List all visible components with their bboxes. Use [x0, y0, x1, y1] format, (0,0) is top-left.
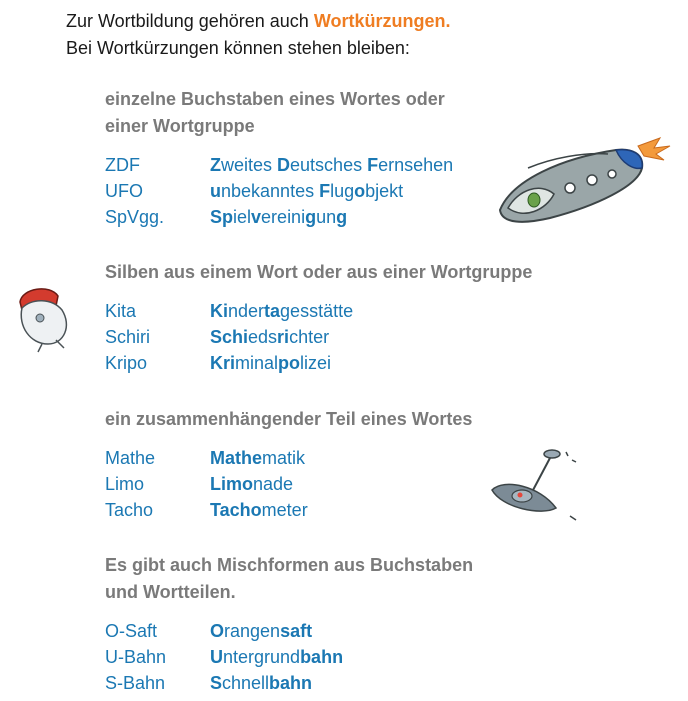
abbreviation-short: ZDF — [105, 155, 140, 175]
section-syllables — [105, 259, 532, 376]
kept-letters: Tacho — [210, 500, 262, 520]
kept-letters: Ki — [210, 301, 228, 321]
kept-letters: D — [277, 155, 291, 175]
abbreviation-row — [105, 298, 532, 324]
exhaust-flames-icon — [638, 138, 670, 160]
abbreviation-list — [105, 298, 532, 376]
abbreviation-full — [210, 644, 343, 670]
dropped-letters: eutsches — [290, 155, 368, 175]
ufo-illustration — [486, 446, 586, 530]
dropped-letters: weites — [221, 155, 278, 175]
kept-letters: ta — [264, 301, 281, 321]
abbreviation-full — [210, 445, 305, 471]
abbreviation-short: Kripo — [105, 353, 148, 373]
abbreviation-full — [210, 178, 403, 204]
dropped-letters: ntergrund — [223, 647, 301, 667]
dropped-letters: iel — [233, 207, 252, 227]
abbreviation-row — [105, 204, 453, 230]
abbreviation-full — [210, 298, 353, 324]
dropped-letters: ereini — [261, 207, 306, 227]
abbreviation-full — [210, 350, 331, 376]
abbreviation-full — [210, 471, 293, 497]
dropped-letters: nder — [228, 301, 265, 321]
abbreviation-row — [105, 445, 472, 471]
dropped-letters: ernsehen — [378, 155, 454, 175]
kept-letters: Mathe — [210, 448, 263, 468]
abbreviation-full — [210, 324, 329, 350]
abbreviation-short: S-Bahn — [105, 673, 166, 693]
abbreviation-full — [210, 618, 312, 644]
abbreviation-full — [210, 152, 453, 178]
abbreviation-row — [105, 670, 473, 696]
section-heading: ein zusammenhängender Teil eines Wortes — [105, 409, 473, 429]
dropped-letters: lug — [330, 181, 355, 201]
abbreviation-full — [210, 670, 312, 696]
dropped-letters: rangen — [224, 621, 281, 641]
kept-letters: g — [336, 207, 348, 227]
dropped-letters: eds — [248, 327, 278, 347]
abbreviation-row — [105, 618, 473, 644]
kept-letters: saft — [280, 621, 313, 641]
intro-line-1: Zur Wortbildung gehören auch Wortkürzungen. — [66, 11, 451, 31]
abbreviation-row — [105, 644, 473, 670]
dropped-letters: meter — [261, 500, 308, 520]
intro-line-2: Bei Wortkürzungen können stehen bleiben: — [66, 38, 410, 58]
abbreviation-list — [105, 445, 472, 523]
dropped-letters: chnell — [222, 673, 270, 693]
kept-letters: Limo — [210, 474, 253, 494]
kept-letters: Kri — [210, 353, 236, 373]
abbreviation-short: U-Bahn — [105, 647, 167, 667]
kept-letters: Sp — [210, 207, 234, 227]
abbreviation-list — [105, 152, 453, 230]
kept-letters: v — [251, 207, 262, 227]
abbreviation-row — [105, 471, 472, 497]
section-heading: einzelne Buchstaben eines Wortes oder einer Wortgruppe — [105, 89, 445, 136]
spaceship-illustration — [488, 124, 684, 234]
intro-text — [66, 8, 451, 62]
section-heading: Es gibt auch Mischformen aus Buchstaben und Wortteilen. — [105, 555, 474, 602]
kept-letters: ri — [277, 327, 290, 347]
abbreviation-list — [105, 618, 473, 696]
dropped-letters: bjekt — [365, 181, 404, 201]
abbreviation-row — [105, 350, 532, 376]
abbreviation-row — [105, 152, 453, 178]
dropped-letters: matik — [262, 448, 306, 468]
abbreviation-full — [210, 204, 347, 230]
section-heading: Silben aus einem Wort oder aus einer Wortgruppe — [105, 262, 533, 282]
kept-letters: F — [367, 155, 379, 175]
abbreviation-short: Schiri — [105, 327, 151, 347]
kept-letters: F — [319, 181, 331, 201]
abbreviation-short: Limo — [105, 474, 145, 494]
kept-letters: Schi — [210, 327, 249, 347]
kept-letters: g — [305, 207, 317, 227]
section-word-part — [105, 406, 472, 523]
kept-letters: Z — [210, 155, 221, 175]
kept-letters: S — [210, 673, 223, 693]
dropped-letters: gesstätte — [280, 301, 354, 321]
kept-letters: o — [354, 181, 366, 201]
kept-letters: U — [210, 647, 223, 667]
abbreviation-short: Mathe — [105, 448, 156, 468]
section-letters — [105, 86, 453, 230]
abbreviation-short: O-Saft — [105, 621, 158, 641]
abbreviation-short: UFO — [105, 181, 143, 201]
abbreviation-full — [210, 497, 308, 523]
kept-letters: u — [210, 181, 221, 201]
dropped-letters: nade — [253, 474, 294, 494]
kept-letters: bahn — [269, 673, 313, 693]
kept-letters: O — [210, 621, 225, 641]
abbreviation-short: SpVgg. — [105, 207, 165, 227]
dropped-letters: lizei — [300, 353, 332, 373]
highlight-term: Wortkürzungen. — [313, 11, 451, 31]
section-mixed — [105, 552, 473, 696]
abbreviation-row — [105, 178, 453, 204]
kept-letters: bahn — [300, 647, 344, 667]
dropped-letters: un — [316, 207, 337, 227]
kept-letters: po — [278, 353, 301, 373]
abbreviation-row — [105, 497, 472, 523]
dropped-letters: chter — [289, 327, 330, 347]
abbreviation-short: Kita — [105, 301, 137, 321]
abbreviation-short: Tacho — [105, 500, 154, 520]
dropped-letters: minal — [235, 353, 279, 373]
abbreviation-row — [105, 324, 532, 350]
dropped-letters: nbekanntes — [221, 181, 320, 201]
robot-capsule-illustration — [12, 282, 78, 354]
